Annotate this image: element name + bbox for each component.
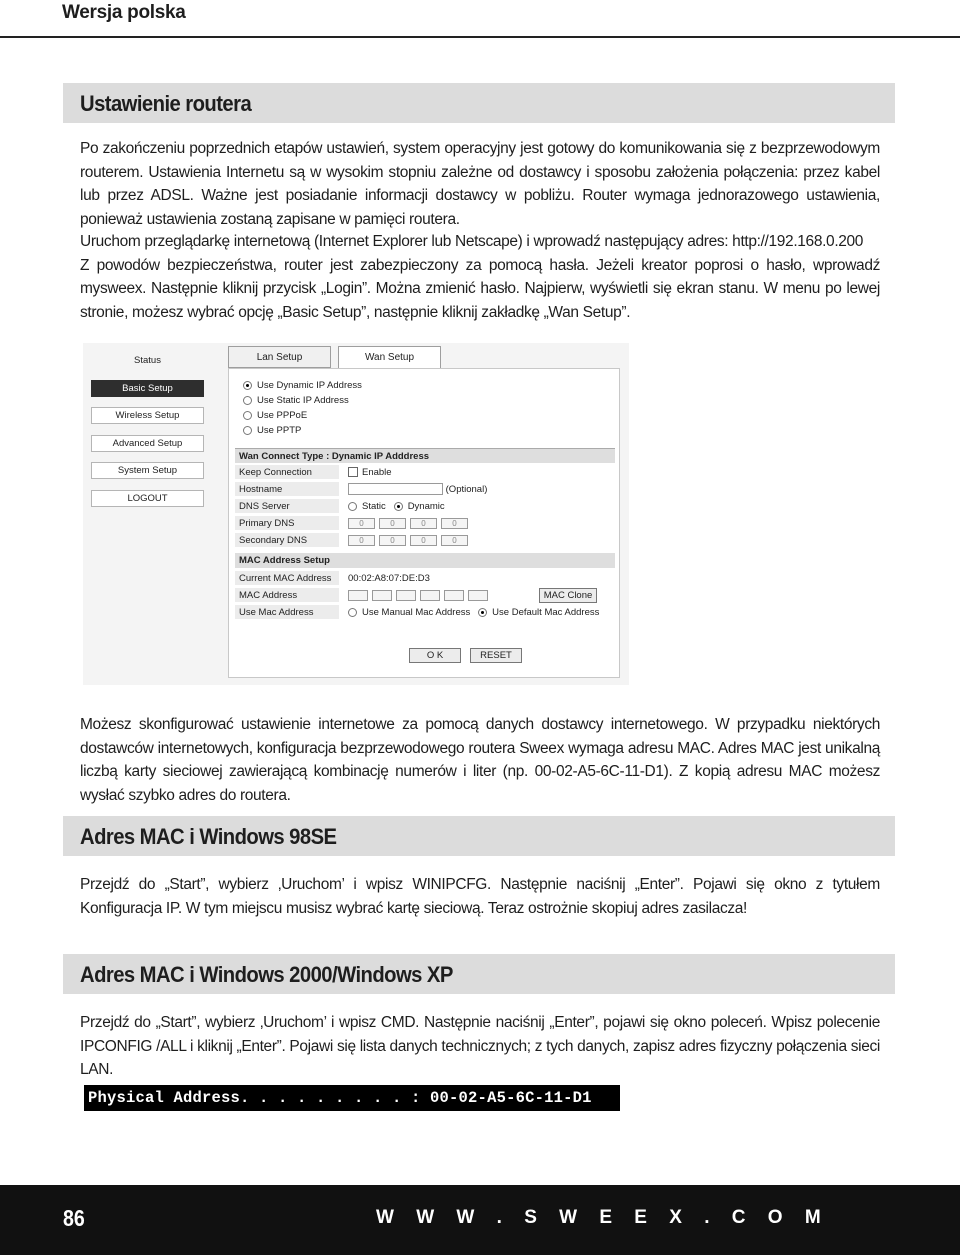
radio-icon	[348, 502, 357, 511]
ok-button[interactable]: O K	[409, 648, 461, 663]
ip-octet[interactable]: 0	[441, 518, 468, 529]
section-band-router	[63, 83, 895, 123]
paragraph-mac98-text: Przejdź do „Start”, wybierz ‚Uruchom’ i wpisz WINIPCFG. Następnie naciśnij „Enter”. Pojawi się okno z tytułem Konfiguracja IP. W tym miejscu musisz wybrać kartę sieciową. Teraz ostrożnie skopiuj adres zasilacza!	[80, 876, 880, 917]
paragraph-browser	[80, 230, 880, 324]
use-manual-mac-radio[interactable]	[348, 607, 470, 618]
router-screenshot	[83, 343, 629, 685]
dns-server-row	[348, 499, 445, 514]
checkbox-icon	[348, 467, 358, 477]
radio-icon	[243, 426, 252, 435]
wan-connect-type-header: Wan Connect Type : Dynamic IP Adddress	[235, 448, 615, 463]
mac-octet[interactable]	[420, 590, 440, 601]
mac-clone-button[interactable]: MAC Clone	[539, 588, 597, 603]
use-mac-row	[348, 605, 599, 620]
use-mac-label: Use Mac Address	[235, 605, 339, 620]
current-mac-label: Current MAC Address	[235, 571, 339, 586]
section-title-router: Ustawienie routera	[80, 91, 252, 116]
website-url: W W W . S W E E X . C O M	[376, 1207, 830, 1228]
language-label: Wersja polska	[62, 2, 186, 23]
paragraph-mac-info	[80, 713, 880, 807]
use-default-mac-radio[interactable]	[478, 607, 599, 618]
ip-octet[interactable]: 0	[410, 518, 437, 529]
optional-label: (Optional)	[445, 484, 488, 495]
radio-label: Use Static IP Address	[257, 395, 349, 406]
nav-status[interactable]: Status	[134, 355, 161, 366]
dns-dynamic-label: Dynamic	[407, 501, 445, 512]
keep-connection-label: Keep Connection	[235, 465, 339, 480]
ip-octet[interactable]: 0	[348, 535, 375, 546]
radio-icon	[243, 396, 252, 405]
wan-setup-panel	[228, 368, 620, 678]
radio-label: Use Dynamic IP Address	[257, 380, 362, 391]
nav-wireless-setup[interactable]: Wireless Setup	[91, 407, 204, 424]
hostname-row	[348, 482, 487, 497]
primary-dns-label: Primary DNS	[235, 516, 339, 531]
primary-dns-fields	[348, 516, 472, 531]
physical-address-console: Physical Address. . . . . . . . . : 00-02-A5-6C-11-D1	[84, 1085, 620, 1111]
paragraph-browser-line2: Z powodów bezpieczeństwa, router jest zabezpieczony za pomocą hasła. Jeżeli kreator poprosi o hasło, wprowadź mysweex. Następnie kliknij przycisk „Login”. Można zmienić hasło. Najpierw, wyświetli się ekran stanu. W menu po lewej stronie, możesz wybrać opcję „Basic Setup”, następnie kliknij zakładkę „Wan Setup”.	[80, 256, 880, 321]
ip-octet[interactable]: 0	[379, 535, 406, 546]
nav-system-setup[interactable]: System Setup	[91, 462, 204, 479]
hostname-label: Hostname	[235, 482, 339, 497]
radio-static-ip[interactable]	[243, 394, 349, 408]
dns-dynamic-radio[interactable]	[394, 501, 445, 512]
nav-advanced-setup[interactable]: Advanced Setup	[91, 435, 204, 452]
radio-label: Use PPPoE	[257, 410, 308, 421]
radio-icon	[394, 502, 403, 511]
paragraph-browser-line1: Uruchom przeglądarkę internetową (Internet Explorer lub Netscape) i wprowadź następujący adres: http://192.168.0.200	[80, 233, 864, 250]
paragraph-mac2000-text: Przejdź do „Start”, wybierz ‚Uruchom’ i wpisz CMD. Następnie naciśnij „Enter”, pojawi się okno poleceń. Wpisz polecenie IPCONFIG /ALL i kliknij „Enter”. Pojawi się lista danych technicznych; z tych danych, zapisz adres fizyczny połączenia sieci LAN.	[80, 1014, 880, 1078]
section-title-mac98: Adres MAC i Windows 98SE	[80, 824, 337, 849]
ip-octet[interactable]: 0	[379, 518, 406, 529]
radio-icon	[348, 608, 357, 617]
mac-address-fields	[348, 588, 492, 603]
nav-logout[interactable]: LOGOUT	[91, 490, 204, 507]
tab-lan-setup[interactable]: Lan Setup	[228, 346, 331, 368]
reset-button[interactable]: RESET	[470, 648, 522, 663]
radio-pppoe[interactable]	[243, 409, 307, 423]
use-default-label: Use Default Mac Address	[492, 607, 600, 618]
use-manual-label: Use Manual Mac Address	[362, 607, 471, 618]
section-title-mac2000: Adres MAC i Windows 2000/Windows XP	[80, 962, 453, 987]
paragraph-mac98	[80, 873, 880, 920]
mac-address-label: MAC Address	[235, 588, 339, 603]
ip-octet[interactable]: 0	[348, 518, 375, 529]
radio-pptp[interactable]	[243, 424, 301, 438]
mac-octet[interactable]	[348, 590, 368, 601]
mac-octet[interactable]	[372, 590, 392, 601]
mac-octet[interactable]	[468, 590, 488, 601]
enable-label: Enable	[362, 467, 392, 478]
footer	[0, 1185, 960, 1255]
hostname-input[interactable]	[348, 483, 443, 495]
dns-static-label: Static	[362, 501, 386, 512]
secondary-dns-fields	[348, 533, 472, 548]
paragraph-intro-text: Po zakończeniu poprzednich etapów ustawień, system operacyjny jest gotowy do komunikowania się z bezprzewodowym routerem. Ustawienia Internetu są w wysokim stopniu zależne od dostawcy i sposobu założenia połączenia: przez kabel lub przez ADSL. Ważne jest posiadanie informacji dostawcy w pobliżu. Router wymaga jednorazowego ustawienia, ponieważ ustawienia zostaną zapisane w pamięci routera.	[80, 140, 880, 228]
section-band-mac98	[63, 816, 895, 856]
paragraph-mac-info-text: Możesz skonfigurować ustawienie internetowe za pomocą danych dostawcy internetowego. W przypadku niektórych dostawców internetowych, konfiguracja bezprzewodowego routera Sweex wymaga adresu MAC. Adres MAC jest unikalną liczbą karty sieciowej zawierającą kombinację numerów i liter (np. 00-02-A5-6C-11-D1). Z kopią adresu MAC możesz wysłać szybko adres do routera.	[80, 716, 880, 804]
radio-label: Use PPTP	[257, 425, 302, 436]
secondary-dns-label: Secondary DNS	[235, 533, 339, 548]
radio-icon	[243, 411, 252, 420]
radio-dynamic-ip[interactable]	[243, 379, 362, 393]
radio-icon	[243, 381, 252, 390]
section-band-mac2000	[63, 954, 895, 994]
dns-static-radio[interactable]	[348, 501, 386, 512]
radio-icon	[478, 608, 487, 617]
ip-octet[interactable]: 0	[410, 535, 437, 546]
page-number: 86	[63, 1205, 85, 1231]
ip-octet[interactable]: 0	[441, 535, 468, 546]
tab-wan-setup[interactable]: Wan Setup	[338, 346, 441, 372]
current-mac-value: 00:02:A8:07:DE:D3	[348, 573, 430, 584]
nav-basic-setup[interactable]: Basic Setup	[91, 380, 204, 397]
mac-octet[interactable]	[396, 590, 416, 601]
mac-address-setup-header: MAC Address Setup	[235, 553, 615, 568]
mac-octet[interactable]	[444, 590, 464, 601]
paragraph-intro	[80, 137, 880, 231]
keep-connection-checkbox[interactable]	[348, 465, 392, 480]
paragraph-mac2000	[80, 1011, 880, 1082]
dns-server-label: DNS Server	[235, 499, 339, 514]
header-rule	[0, 36, 960, 38]
